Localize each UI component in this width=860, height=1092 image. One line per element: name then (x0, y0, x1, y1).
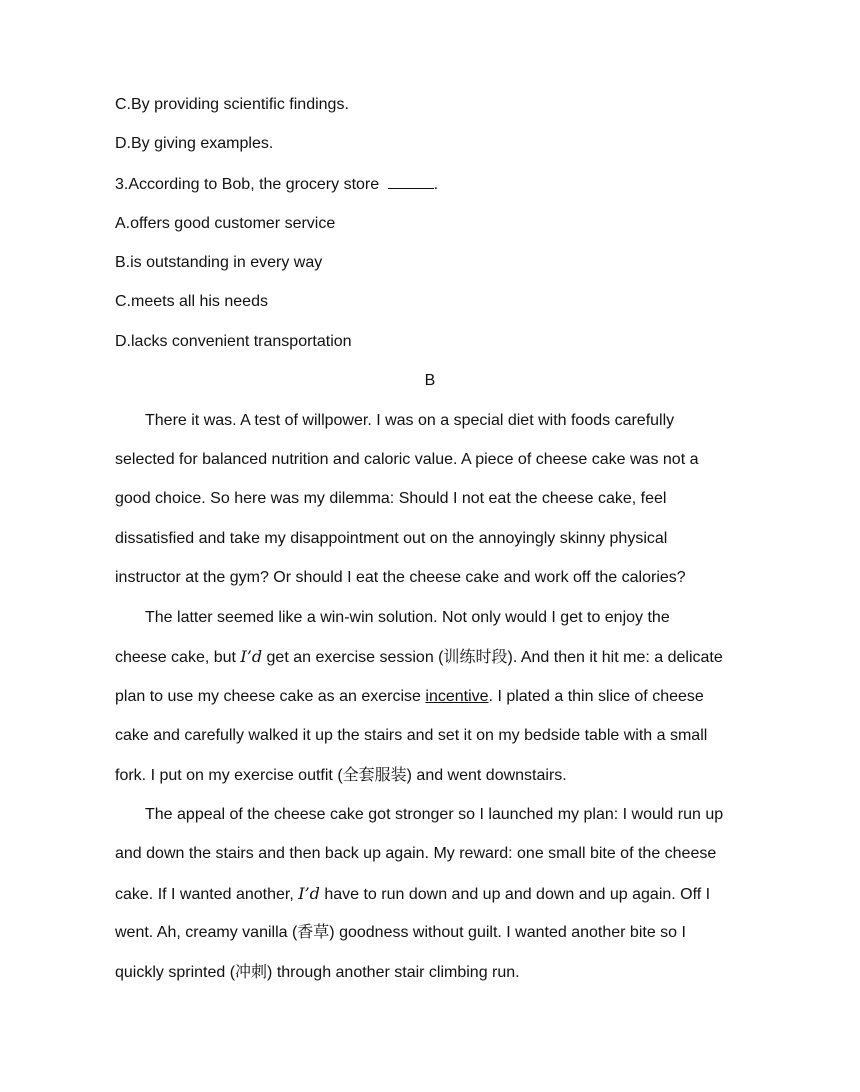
option-b-q3: B.is outstanding in every way (115, 254, 323, 271)
passage-line (115, 647, 723, 668)
passage-line (115, 884, 710, 905)
passage-line: dissatisfied and take my disappointment out on the annoyingly skinny physical (115, 530, 668, 547)
passage-line: instructor at the gym? Or should I eat the cheese cake and work off the calories? (115, 569, 686, 586)
passage-text: get an exercise session (训练时段). And then it hit me: a delicate (262, 649, 723, 666)
passage-line: The appeal of the cheese cake got stronger so I launched my plan: I would run up (145, 806, 724, 823)
question-3 (115, 174, 438, 195)
underlined-word: incentive (425, 688, 489, 705)
question-3-stem: 3.According to Bob, the grocery store (115, 176, 380, 193)
section-heading: B (424, 372, 436, 389)
passage-line: There it was. A test of willpower. I was on a special diet with foods carefully (145, 412, 675, 429)
passage-line: selected for balanced nutrition and caloric value. A piece of cheese cake was not a (115, 451, 699, 468)
passage-text: . I plated a thin slice of cheese (488, 688, 704, 705)
passage-line: cake and carefully walked it up the stairs and set it on my bedside table with a small (115, 727, 708, 744)
passage-line: and down the stairs and then back up again. My reward: one small bite of the cheese (115, 845, 717, 862)
passage-line (115, 687, 704, 707)
answer-blank (388, 174, 434, 189)
option-c-q2: C.By providing scientific findings. (115, 96, 349, 113)
passage-line: The latter seemed like a win-win solution. Not only would I get to enjoy the (145, 609, 670, 626)
passage-text: have to run down and up and down and up again. Off I (319, 886, 711, 903)
option-c-q3: C.meets all his needs (115, 293, 268, 310)
passage-text: plan to use my cheese cake as an exercise (115, 688, 426, 705)
passage-text: cake. If I wanted another, (115, 886, 299, 903)
passage-italic-text: I’d (298, 884, 320, 903)
passage-italic-text: I’d (240, 647, 263, 666)
option-a-q3: A.offers good customer service (115, 215, 336, 232)
passage-text: cheese cake, but (115, 649, 241, 666)
passage-line: quickly sprinted (冲刺) through another stair climbing run. (115, 964, 520, 981)
passage-line: fork. I put on my exercise outfit (全套服装) and went downstairs. (115, 767, 567, 784)
option-d-q2: D.By giving examples. (115, 135, 274, 152)
passage-line: good choice. So here was my dilemma: Should I not eat the cheese cake, feel (115, 490, 667, 507)
question-3-period: . (433, 176, 439, 193)
option-d-q3: D.lacks convenient transportation (115, 333, 352, 350)
passage-line: went. Ah, creamy vanilla (香草) goodness without guilt. I wanted another bite so I (115, 924, 686, 941)
